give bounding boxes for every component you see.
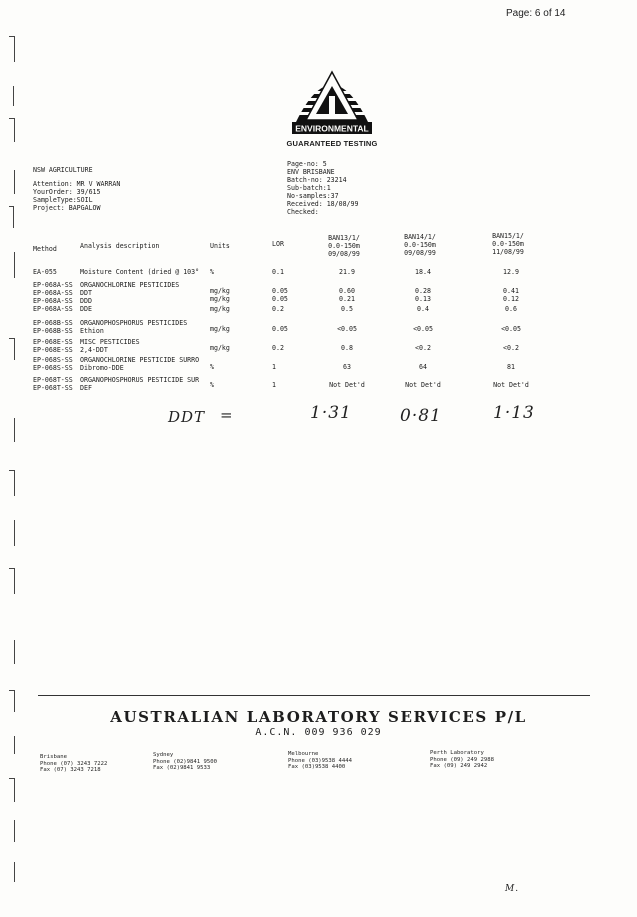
office-fax: Fax (09) 249 2942 [430, 763, 488, 770]
row-value-sample-2: 0.13 [415, 295, 431, 303]
report-meta [287, 160, 358, 216]
meta-received: Received: 18/08/99 [287, 200, 359, 208]
logo-banner-text: ENVIRONMENTAL [295, 123, 369, 134]
row-value-sample-2: <0.2 [415, 344, 431, 352]
company-name: AUSTRALIAN LABORATORY SERVICES P/L [110, 708, 527, 726]
row-value-sample-3: 0.12 [503, 295, 519, 303]
sample-1-id: BAN13/1/ [328, 234, 360, 242]
row-lor: 0.1 [272, 268, 284, 276]
row-units: % [210, 363, 214, 371]
meta-sub-batch: Sub-batch:1 [287, 184, 331, 192]
row-lor: 1 [272, 381, 276, 389]
row-value-sample-1: 0.8 [341, 344, 353, 352]
row-lor: 0.05 [272, 325, 288, 333]
row-value-sample-3: 81 [507, 363, 515, 371]
row-value-sample-2: 0.28 [415, 287, 431, 295]
row-analysis: DDT [80, 289, 92, 297]
sample-type-line: SampleType:SOIL [33, 196, 93, 204]
row-analysis: Moisture Content (dried @ 103° [80, 268, 200, 276]
row-value-sample-1: Not Det'd [329, 381, 365, 389]
row-analysis: ORGANOCHLORINE PESTICIDE SURRO [80, 356, 200, 364]
footer-divider [38, 695, 590, 696]
row-method: EP-068B-SS [33, 327, 73, 335]
row-value-sample-1: 0.60 [339, 287, 355, 295]
client-name: NSW AGRICULTURE [33, 166, 93, 174]
sample-2-id: BAN14/1/ [404, 233, 436, 241]
row-method: EP-068A-SS [33, 281, 73, 289]
row-units: mg/kg [210, 295, 230, 303]
sample-3-date: 11/08/99 [492, 248, 524, 256]
row-analysis: DDE [80, 305, 92, 313]
row-units: mg/kg [210, 287, 230, 295]
sample-1-depth: 0.0-150m [328, 242, 360, 250]
office-city: Sydney [153, 752, 174, 758]
row-value-sample-3: 0.41 [503, 287, 519, 295]
row-analysis: ORGANOCHLORINE PESTICIDES [80, 281, 180, 289]
row-method: EP-068E-SS [33, 338, 73, 346]
row-value-sample-1: 0.5 [341, 305, 353, 313]
row-value-sample-1: 21.9 [339, 268, 355, 276]
office-city: Brisbane [40, 754, 67, 760]
logo-subtitle: GUARANTEED TESTING [286, 139, 378, 148]
row-value-sample-3: 0.6 [505, 305, 517, 313]
row-analysis: 2,4-DDT [80, 346, 108, 354]
row-value-sample-2: Not Det'd [405, 381, 441, 389]
sample-2-depth: 0.0-150m [404, 241, 436, 249]
meta-checked: Checked: [287, 208, 319, 216]
handwritten-ddt-total-2: 0·81 [400, 406, 442, 426]
sample-3-depth: 0.0-150m [492, 240, 524, 248]
row-value-sample-2: 0.4 [417, 305, 429, 313]
row-lor: 1 [272, 363, 276, 371]
row-units: % [210, 268, 214, 276]
row-lor: 0.05 [272, 287, 288, 295]
row-method: EP-068S-SS [33, 364, 73, 372]
row-analysis: Dibromo-DDE [80, 364, 124, 372]
row-analysis: DEF [80, 384, 92, 392]
row-value-sample-1: <0.05 [337, 325, 357, 333]
row-units: % [210, 381, 214, 389]
row-lor: 0.2 [272, 305, 284, 313]
header-analysis: Analysis description [80, 242, 160, 250]
row-method: EA-055 [33, 268, 57, 276]
row-analysis: DDD [80, 297, 92, 305]
sample-2-date: 09/08/99 [404, 249, 436, 257]
attention-line: Attention: MR V WARRAN [33, 180, 121, 188]
row-value-sample-2: 64 [419, 363, 427, 371]
meta-batch-no: Batch-no: 23214 [287, 176, 347, 184]
row-value-sample-1: 0.21 [339, 295, 355, 303]
row-units: mg/kg [210, 305, 230, 313]
header-lor: LOR [272, 240, 284, 248]
row-value-sample-2: <0.05 [413, 325, 433, 333]
office-phone: Phone (07) 3243 7222 [40, 760, 108, 767]
office-phone: Phone (02)9841 9500 [153, 758, 217, 765]
header-sample-2 [390, 233, 450, 257]
row-analysis: Ethion [80, 327, 104, 335]
your-order-line: YourOrder: 39/615 [33, 188, 101, 196]
header-sample-1 [314, 234, 374, 258]
row-units: mg/kg [210, 344, 230, 352]
header-units: Units [210, 242, 230, 250]
row-method: EP-068B-SS [33, 319, 73, 327]
row-analysis: ORGANOPHOSPHORUS PESTICIDE SUR [80, 376, 200, 384]
office-city: Perth Laboratory [430, 750, 484, 756]
office-phone: Phone (03)9538 4444 [288, 757, 352, 764]
row-analysis: ORGANOPHOSPHORUS PESTICIDES [80, 319, 188, 327]
header-sample-3 [478, 232, 538, 256]
handwritten-ddt-label: DDT [168, 408, 206, 426]
row-units: mg/kg [210, 325, 230, 333]
handwritten-ddt-total-1: 1·31 [310, 403, 352, 423]
row-method: EP-068E-SS [33, 346, 73, 354]
office-fax: Fax (03)9538 4400 [288, 764, 346, 771]
meta-env: ENV BRISBANE [287, 168, 335, 176]
row-analysis: MISC PESTICIDES [80, 338, 140, 346]
row-method: EP-068S-SS [33, 356, 73, 364]
row-method: EP-068A-SS [33, 289, 73, 297]
office-sydney [153, 752, 217, 772]
meta-no-samples: No-samples:37 [287, 192, 339, 200]
office-fax: Fax (07) 3243 7218 [40, 767, 101, 774]
handwritten-ddt-total-3: 1·13 [493, 403, 535, 423]
row-value-sample-2: 18.4 [415, 268, 431, 276]
office-fax: Fax (02)9841 9533 [153, 765, 211, 772]
row-value-sample-3: <0.2 [503, 344, 519, 352]
row-value-sample-3: Not Det'd [493, 381, 529, 389]
page-number: Page: 6 of 14 [506, 8, 566, 19]
meta-page: Page-no: 5 [287, 160, 327, 168]
sample-1-date: 09/08/99 [328, 250, 360, 258]
row-method: EP-068A-SS [33, 297, 73, 305]
row-value-sample-1: 63 [343, 363, 351, 371]
row-method: EP-068A-SS [33, 305, 73, 313]
office-brisbane [40, 754, 107, 774]
company-acn: A.C.N. 009 936 029 [255, 727, 382, 738]
row-value-sample-3: <0.05 [501, 325, 521, 333]
office-phone: Phone (09) 249 2988 [430, 756, 494, 763]
row-value-sample-3: 12.9 [503, 268, 519, 276]
client-info [33, 166, 120, 212]
project-line: Project: BAPGALOW [33, 204, 101, 212]
sample-3-id: BAN15/1/ [492, 232, 524, 240]
office-city: Melbourne [288, 751, 319, 757]
company-logo [278, 52, 386, 150]
office-melbourne [288, 751, 352, 771]
row-method: EP-068T-SS [33, 384, 73, 392]
row-lor: 0.05 [272, 295, 288, 303]
office-perth [430, 750, 494, 770]
row-method: EP-068T-SS [33, 376, 73, 384]
header-method: Method [33, 245, 57, 253]
row-lor: 0.2 [272, 344, 284, 352]
handwritten-equals: = [220, 406, 234, 424]
handwritten-initials: M. [505, 884, 520, 894]
